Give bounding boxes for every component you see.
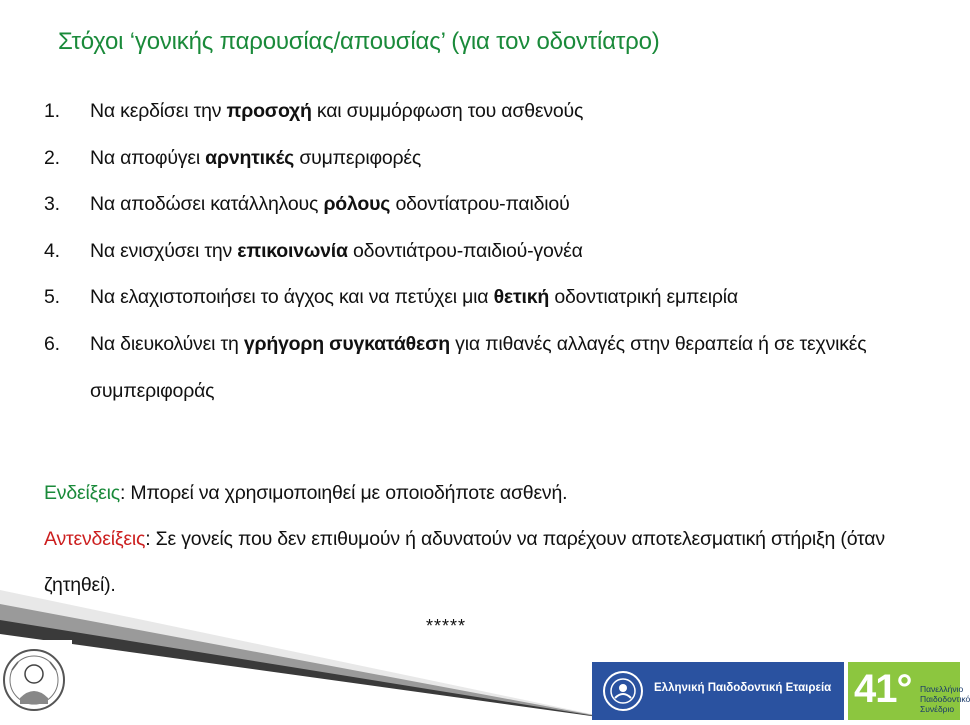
university-emblem [0, 640, 72, 720]
goal-text-after: οδοντιάτρου-παιδιού-γονέα [347, 239, 583, 262]
congress-logo [848, 662, 970, 720]
goal-keyword: γρήγορη συγκατάθεση [243, 332, 450, 355]
goal-text-before: Να διευκολύνει τη [90, 332, 244, 355]
goal-text-after: για πιθανές αλλαγές στην θεραπεία ή σε τεχνικές συμπεριφοράς [90, 332, 867, 402]
congress-line: Παιδοδοντικό [920, 694, 970, 704]
goal-number: 6. [44, 332, 60, 355]
goal-number: 3. [44, 193, 60, 216]
goal-text-before: Να αποφύγει [90, 146, 206, 169]
indications-label: Ενδείξεις [44, 482, 120, 504]
goal-text-before: Να ελαχιστοποιήσει το άγχος και να πετύχει μια [90, 286, 494, 309]
goal-item [44, 181, 944, 228]
congress-line: Συνέδριο [920, 704, 955, 714]
goal-text-after: και συμμόρφωση του ασθενούς [311, 100, 584, 122]
society-name: Ελληνική Παιδοδοντική Εταιρεία [654, 682, 832, 694]
goal-number: 5. [44, 286, 60, 309]
goal-text-before: Να κερδίσει την [90, 100, 227, 122]
goal-keyword: αρνητικές [205, 146, 295, 169]
goal-item [44, 88, 944, 135]
goal-text-after: οδοντίατρου-παιδιού [390, 193, 570, 216]
goal-text-before: Να αποδώσει κατάλληλους [90, 193, 324, 216]
goal-text-after: οδοντιατρική εμπειρία [549, 286, 738, 309]
goal-keyword: προσοχή [226, 100, 312, 122]
goal-text-before: Να ενισχύσει την [90, 239, 238, 262]
congress-line: Πανελλήνιο [920, 684, 964, 694]
indications-line [44, 470, 924, 516]
indications-text: : Μπορεί να χρησιμοποιηθεί με οποιοδήποτε ασθενή. [120, 482, 568, 504]
society-emblem-icon [602, 670, 644, 712]
goal-item [44, 135, 944, 182]
congress-text [920, 684, 970, 714]
goals-list [44, 88, 944, 414]
decorative-wedge [0, 590, 620, 720]
goal-number: 4. [44, 239, 60, 262]
goal-item [44, 321, 944, 414]
goal-text-after: συμπεριφορές [294, 146, 422, 169]
contraindications-text: : Σε γονείς που δεν επιθυμούν ή αδυνατούν να παρέχουν αποτελεσματική στήριξη (όταν ζητηθεί). [44, 528, 885, 596]
goal-keyword: επικοινωνία [237, 239, 348, 262]
goal-item [44, 274, 944, 321]
goal-number: 1. [44, 100, 60, 122]
goal-number: 2. [44, 146, 60, 169]
society-logo [592, 662, 844, 720]
contraindications-label: Αντενδείξεις [44, 528, 146, 550]
goal-keyword: ρόλους [323, 193, 391, 216]
congress-number: 41° [854, 667, 912, 711]
separator-stars: ***** [426, 616, 467, 636]
goal-item [44, 228, 944, 275]
notes-block [44, 470, 924, 608]
slide-title: Στόχοι ‘γονικής παρουσίας/απουσίας’ (για τον οδοντίατρο) [58, 28, 660, 55]
goal-keyword: θετική [493, 286, 550, 309]
